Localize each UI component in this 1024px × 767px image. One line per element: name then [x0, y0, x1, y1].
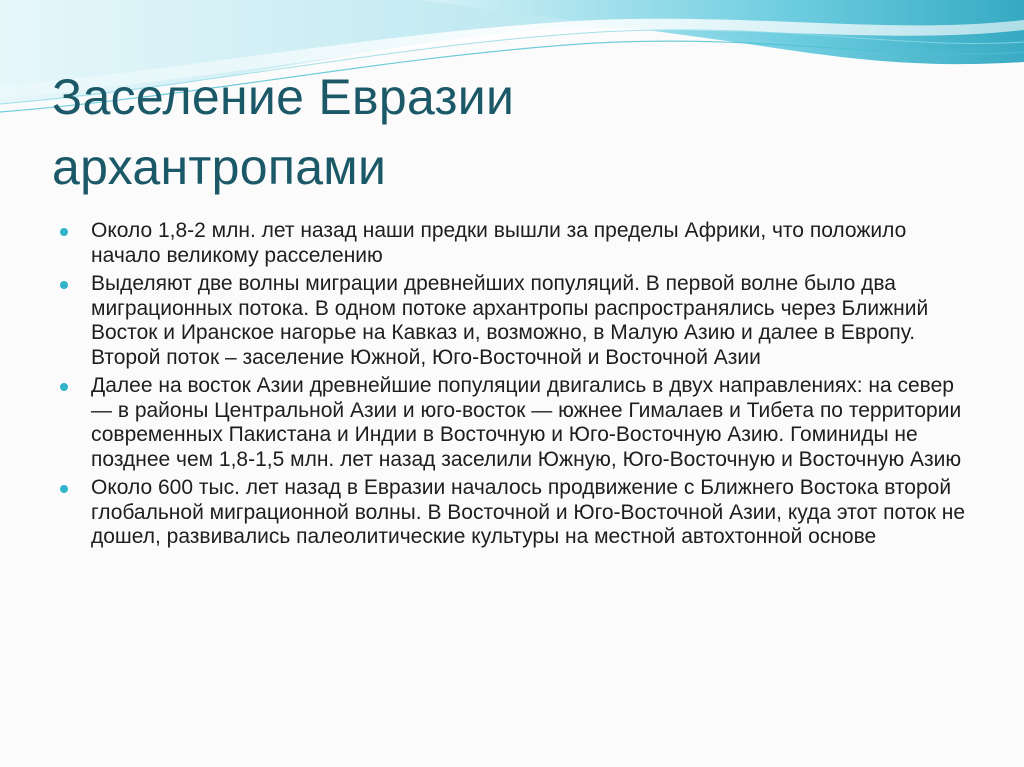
slide-title	[52, 62, 952, 202]
bullet-text: Около 600 тыс. лет назад в Евразии началось продвижение с Ближнего Востока второй глобальной миграционной волны. В Восточной и Юго-Восточной Азии, куда этот поток не дошел, развивались палеолитические культуры на местной автохтонной основе	[91, 476, 966, 548]
bullet-dot-icon	[60, 228, 68, 236]
bullet-dot-icon	[60, 281, 68, 289]
bullet-item	[60, 476, 980, 550]
bullet-list	[60, 219, 980, 554]
bullet-item	[60, 374, 980, 472]
bullet-text: Около 1,8-2 млн. лет назад наши предки вышли за пределы Африки, что положило начало великому расселению	[91, 219, 907, 267]
bullet-item	[60, 219, 980, 268]
bullet-text: Далее на восток Азии древнейшие популяции двигались в двух направлениях: на север — в районы Центральной Азии и юго-восток — южнее Гималаев и Тибета по территории современных Пакистана и Индии в Восточную и Юго-Восточную Азию. Гоминиды не позднее чем 1,8-1,5 млн. лет назад заселили Южную, Юго-Восточную и Восточную Азию	[91, 374, 962, 471]
bullet-dot-icon	[60, 383, 68, 391]
bullet-item	[60, 272, 980, 370]
slide-title-line-2: архантропами	[52, 139, 387, 195]
bullet-dot-icon	[60, 485, 68, 493]
slide-title-line-1: Заселение Евразии	[52, 69, 515, 125]
bullet-text: Выделяют две волны миграции древнейших популяций. В первой волне было два миграционных потока. В одном потоке архантропы распространялись через Ближний Восток и Иранское нагорье на Кавказ и, возможно, в Малую Азию и далее в Европу. Второй поток – заселение Южной, Юго-Восточной и Восточной Азии	[91, 272, 929, 369]
